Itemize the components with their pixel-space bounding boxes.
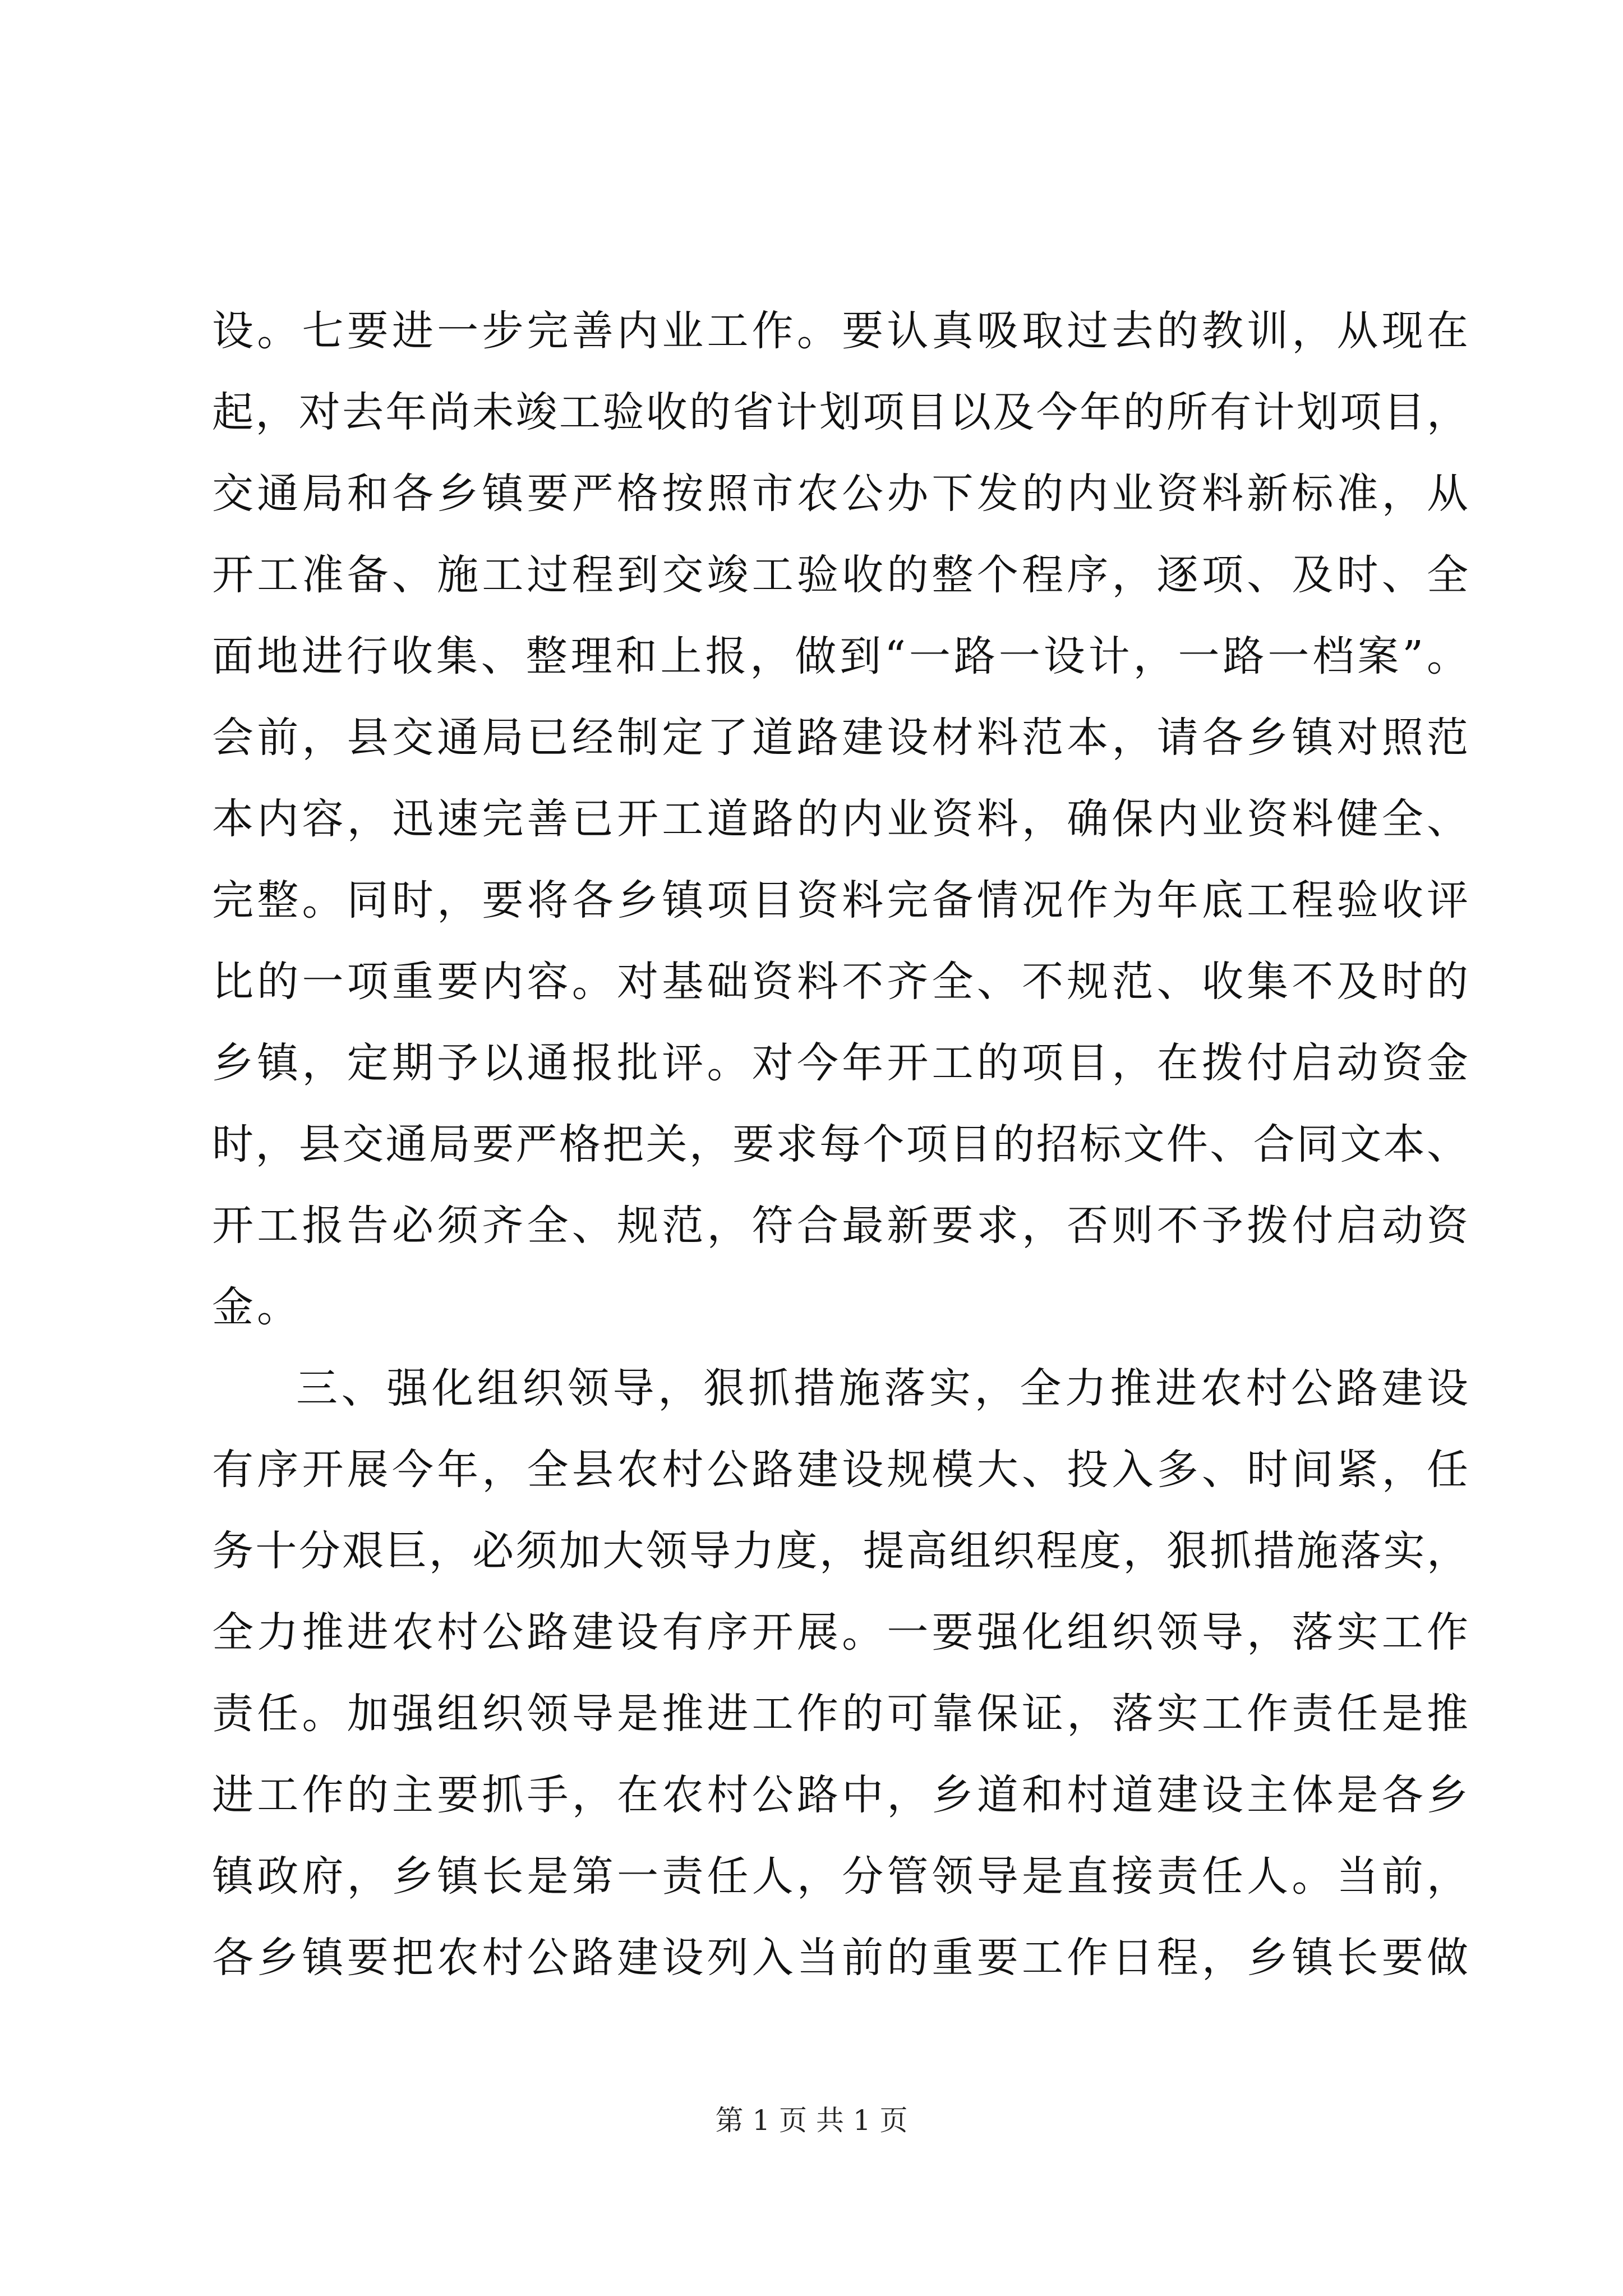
text-line: 起，对去年尚未竣工验收的省计划项目以及今年的所有计划项目，: [212, 388, 1468, 436]
page-number-footer: 第 1 页 共 1 页: [715, 2104, 908, 2137]
text-line: 务十分艰巨，必须加大领导力度，提高组织程度，狠抓措施落实，: [212, 1527, 1468, 1575]
text-line: 开工报告必须齐全、规范，符合最新要求，否则不予拨付启动资: [212, 1202, 1468, 1250]
text-line: 时，县交通局要严格把关，要求每个项目的招标文件、合同文本、: [212, 1120, 1468, 1168]
text-line: 会前，县交通局已经制定了道路建设材料范本，请各乡镇对照范: [212, 714, 1468, 762]
section-heading-line: 三、强化组织领导，狠抓措施落实，全力推进农村公路建设: [296, 1364, 1468, 1412]
text-line: 面地进行收集、整理和上报，做到“一路一设计，一路一档案”。: [212, 632, 1468, 680]
text-line: 全力推进农村公路建设有序开展。一要强化组织领导，落实工作: [212, 1608, 1468, 1657]
text-line: 比的一项重要内容。对基础资料不齐全、不规范、收集不及时的: [212, 958, 1468, 1006]
text-line: 开工准备、施工过程到交竣工验收的整个程序，逐项、及时、全: [212, 551, 1468, 599]
text-line: 乡镇，定期予以通报批评。对今年开工的项目，在拨付启动资金: [212, 1039, 1468, 1087]
text-line: 完整。同时，要将各乡镇项目资料完备情况作为年底工程验收评: [212, 876, 1468, 924]
text-line: 镇政府，乡镇长是第一责任人，分管领导是直接责任人。当前，: [212, 1852, 1468, 1901]
text-line: 金。: [212, 1283, 302, 1331]
text-line: 进工作的主要抓手，在农村公路中，乡道和村道建设主体是各乡: [212, 1771, 1468, 1819]
text-line: 交通局和各乡镇要严格按照市农公办下发的内业资料新标准，从: [212, 470, 1468, 518]
text-line: 责任。加强组织领导是推进工作的可靠保证，落实工作责任是推: [212, 1690, 1468, 1738]
text-line: 有序开展今年，全县农村公路建设规模大、投入多、时间紧，任: [212, 1446, 1468, 1494]
text-line: 本内容，迅速完善已开工道路的内业资料，确保内业资料健全、: [212, 795, 1468, 843]
text-line: 各乡镇要把农村公路建设列入当前的重要工作日程，乡镇长要做: [212, 1934, 1468, 1982]
text-line: 设。七要进一步完善内业工作。要认真吸取过去的教训，从现在: [212, 307, 1468, 355]
